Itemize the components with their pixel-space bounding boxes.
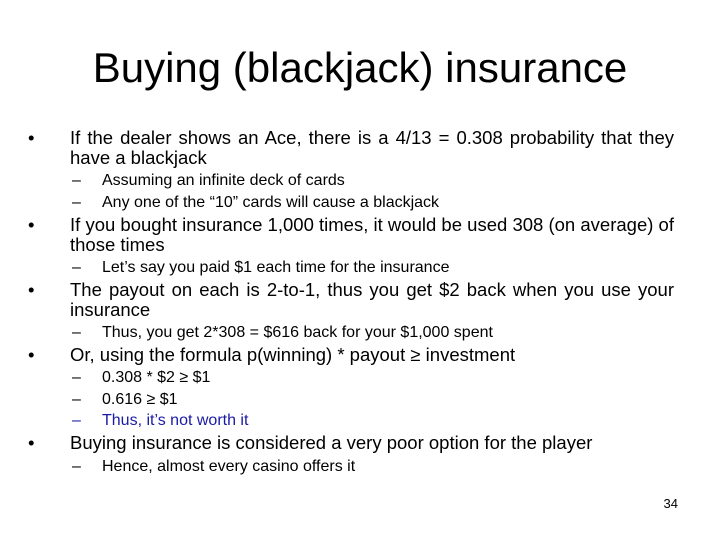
sub-bullet-item bbox=[72, 193, 672, 213]
dash-icon: – bbox=[72, 172, 81, 189]
dash-icon: – bbox=[72, 194, 81, 211]
bullet-text: The payout on each is 2-to-1, thus you get $2 back when you use your insurance bbox=[70, 279, 674, 320]
bullet-item bbox=[28, 280, 674, 320]
sub-bullet-text: Hence, almost every casino offers it bbox=[102, 458, 356, 475]
dash-icon: – bbox=[72, 369, 81, 386]
sub-bullet-item bbox=[72, 258, 672, 278]
bullet-text: Buying insurance is considered a very poor option for the player bbox=[70, 432, 593, 453]
bullet-item bbox=[28, 215, 674, 255]
dash-icon: – bbox=[72, 412, 81, 429]
sub-bullet-item bbox=[72, 368, 672, 388]
sub-bullet-item bbox=[72, 457, 672, 477]
dash-icon: – bbox=[72, 391, 81, 408]
bullet-icon: • bbox=[28, 214, 35, 235]
dash-icon: – bbox=[72, 458, 81, 475]
sub-bullet-item bbox=[72, 323, 672, 343]
sub-bullet-text: Let’s say you paid $1 each time for the insurance bbox=[102, 259, 450, 276]
sub-bullet-text: 0.308 * $2 ≥ $1 bbox=[102, 369, 211, 386]
bullet-text: Or, using the formula p(winning) * payout ≥ investment bbox=[70, 344, 516, 365]
sub-bullet-text: Any one of the “10” cards will cause a blackjack bbox=[102, 194, 440, 211]
dash-icon: – bbox=[72, 324, 81, 341]
bullet-text: If you bought insurance 1,000 times, it would be used 308 (on average) of those times bbox=[70, 214, 674, 255]
page-number: 34 bbox=[663, 496, 678, 511]
bullet-icon: • bbox=[28, 432, 35, 453]
sub-bullet-text: Assuming an infinite deck of cards bbox=[102, 172, 345, 189]
sub-bullet-text: 0.616 ≥ $1 bbox=[102, 391, 178, 408]
sub-bullet-item bbox=[72, 171, 672, 191]
bullet-item bbox=[28, 345, 674, 365]
bullet-item bbox=[28, 128, 674, 168]
sub-bullet-text: Thus, you get 2*308 = $616 back for your $1,000 spent bbox=[102, 324, 493, 341]
bullet-text: If the dealer shows an Ace, there is a 4/13 = 0.308 probability that they have a blackjack bbox=[70, 127, 674, 168]
sub-bullet-item-highlight bbox=[72, 411, 672, 431]
bullet-icon: • bbox=[28, 127, 35, 148]
bullet-icon: • bbox=[28, 344, 35, 365]
dash-icon: – bbox=[72, 259, 81, 276]
sub-bullet-text: Thus, it’s not worth it bbox=[102, 412, 249, 429]
bullet-icon: • bbox=[28, 279, 35, 300]
sub-bullet-item bbox=[72, 390, 672, 410]
bullet-item bbox=[28, 433, 674, 453]
slide-title: Buying (blackjack) insurance bbox=[92, 44, 628, 91]
